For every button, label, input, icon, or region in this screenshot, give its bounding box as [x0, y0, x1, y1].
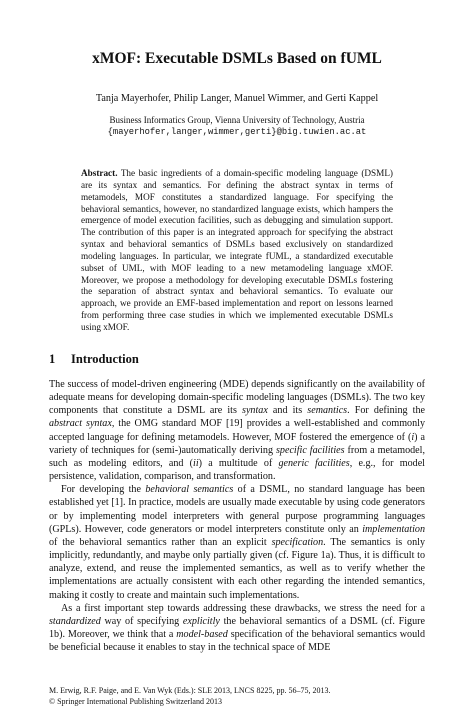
- text-run: The success of model-driven engineering (MDE) depends significantly on the availability of adequate means for developing domain-specific modeling languages (DSMLs). The two key components that constitute a DSML are its: [49, 379, 425, 417]
- paper-title: xMOF: Executable DSMLs Based on fUML: [92, 50, 382, 67]
- paragraph-1: [49, 378, 425, 483]
- paragraph-3: [49, 602, 425, 655]
- affiliation-block: [0, 114, 474, 138]
- emphasis: specification: [271, 536, 324, 548]
- emphasis: standardized: [49, 615, 101, 627]
- author-list: Tanja Mayerhofer, Philip Langer, Manuel Wimmer, and Gerti Kappel: [95, 93, 379, 104]
- text-run: . The semantics is only implicitly, redundantly, and maybe only partially given (cf. Figure 1a). Thus, it is difficult to analyze, extend, and reuse the implemented semantics, as well as to verify whether the implementations are actually consistent with each other regarding the intended semantics, making it costly to create and maintain such implementations.: [49, 536, 426, 601]
- emphasis: explicitly: [182, 615, 220, 627]
- text-run: ) a multitude of: [198, 457, 279, 469]
- section-number: 1: [49, 352, 56, 366]
- text-run: of a DSML, no standard language has been established yet [1]. In practice, models are usually made executable by using code generators or by implementing model interpreters with general purpose programming languages (GPLs). However, code generators or model interpreters constitute only an: [49, 484, 425, 535]
- abstract-label: Abstract.: [81, 168, 118, 178]
- text-run: and its: [267, 405, 308, 417]
- abstract-text: The basic ingredients of a domain-specific modeling language (DSML) are its syntax and semantics. For defining the abstract syntax in terms of metamodels, MOF constitutes a standardized language. For specifying the behavioral semantics, however, no standardized language exists, which hampers the emergence of model execution facilities, such as debugging and simulation support. The contribution of this paper is an integrated approach for specifying the abstract syntax and behavioral semantics of DSMLs based exclusively on standardized modeling languages. In particular, we integrate fUML, a standardized executable subset of UML, with MOF leading to a new metamodeling language xMOF. Moreover, we propose a methodology for developing executable DSMLs fostering the separation of abstract syntax and behavioral semantics. To evaluate our approach, we provide an EMF-based implementation and report on lessons learned from performing three case studies in which we implemented executable DSMLs using xMOF.: [81, 168, 393, 332]
- text-run: from a metamodel, such as modeling editors, and (: [49, 444, 425, 469]
- affiliation: Business Informatics Group, Vienna University of Technology, Austria: [109, 115, 365, 125]
- citation-line: M. Erwig, R.F. Paige, and E. Van Wyk (Eds.): SLE 2013, LNCS 8225, pp. 56–75, 2013.: [49, 686, 331, 695]
- emphasis: specific facilities: [275, 444, 345, 456]
- emphasis: implementation: [362, 523, 425, 535]
- paragraph-2: [49, 483, 425, 601]
- abstract: [81, 168, 393, 334]
- author-emails: {mayerhofer,langer,wimmer,gerti}@big.tuwien.ac.at: [107, 127, 367, 137]
- text-run: , e.g., for model persistence, validation, comparison, and transformation.: [49, 457, 425, 483]
- introduction-body: [49, 378, 425, 654]
- emphasis: semantics: [307, 405, 348, 417]
- section-heading-introduction: [49, 352, 139, 367]
- text-run: the behavioral semantics of a DSML (cf. Figure 1b). Moreover, we think that a: [49, 615, 425, 640]
- emphasis: generic facilities: [278, 457, 350, 469]
- copyright-line: © Springer International Publishing Switzerland 2013: [49, 696, 222, 706]
- text-run: ) a variety of techniques for (semi-)automatically deriving: [49, 431, 425, 456]
- emphasis: i: [411, 431, 415, 443]
- text-run: As a first important step towards addressing these drawbacks, we stress the need for a: [61, 602, 425, 614]
- emphasis: syntax: [242, 405, 268, 417]
- page-footer: [49, 686, 425, 707]
- emphasis: model-based: [176, 628, 228, 640]
- emphasis: abstract syntax: [49, 418, 112, 430]
- emphasis: ii: [193, 457, 199, 469]
- text-run: . For defining the: [347, 405, 425, 417]
- text-run: way of specifying: [100, 615, 183, 627]
- text-run: specification of the behavioral semantics would be beneficial because it enables to stay in the technical space of MDE: [49, 628, 425, 654]
- text-run: For developing the: [61, 484, 146, 496]
- emphasis: behavioral semantics: [145, 484, 234, 496]
- text-run: , the OMG standard MOF [19] provides a well-established and commonly accepted language for defining metamodels. However, MOF fostered the emergence of (: [49, 418, 425, 443]
- section-title: Introduction: [71, 352, 139, 366]
- text-run: of the behavioral semantics rather than an explicit: [49, 536, 272, 548]
